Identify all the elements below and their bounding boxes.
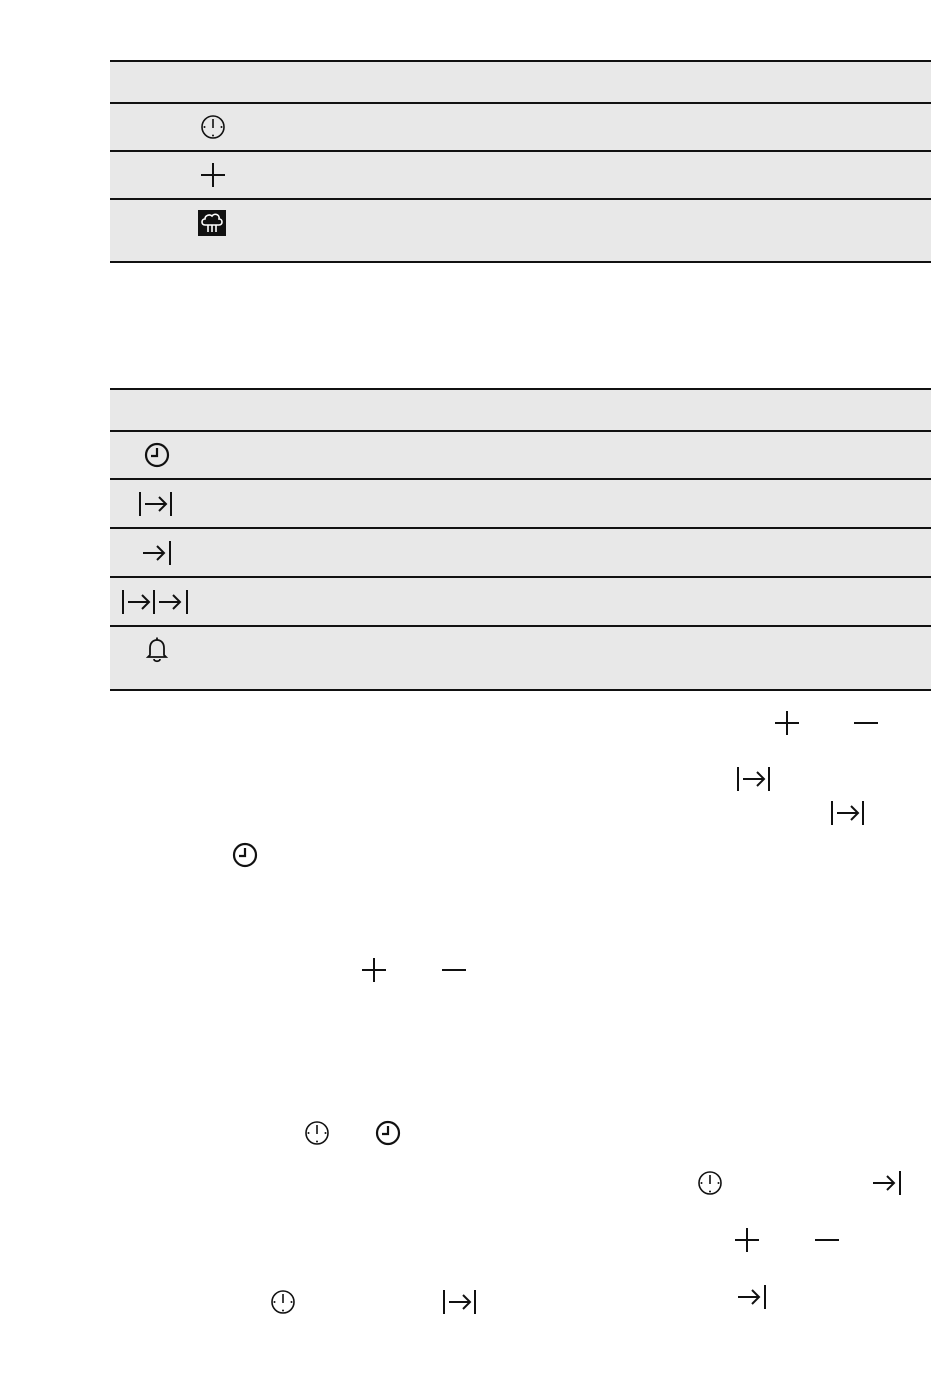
duration-icon <box>830 800 866 826</box>
duration-icon <box>442 1289 478 1315</box>
table-row <box>110 627 931 691</box>
end-time-icon <box>737 1284 767 1310</box>
clock-dotted-icon <box>200 114 226 140</box>
table-row <box>110 480 931 529</box>
plus-icon <box>200 162 226 188</box>
table-row <box>110 432 931 480</box>
time-delay-icon <box>121 589 191 615</box>
duration-icon <box>138 491 174 517</box>
clock-functions-table <box>110 388 931 691</box>
duration-icon <box>736 766 772 792</box>
clock-dotted-icon <box>304 1120 330 1146</box>
end-time-icon <box>872 1170 902 1196</box>
clock-dotted-icon <box>270 1289 296 1315</box>
bell-icon <box>146 637 168 663</box>
end-time-icon <box>142 540 172 566</box>
steam-icon <box>198 210 226 236</box>
table-header <box>110 388 931 432</box>
plus-icon <box>734 1227 760 1253</box>
minus-icon <box>853 710 879 736</box>
clock-icon <box>144 442 170 468</box>
plus-icon <box>774 710 800 736</box>
clock-dotted-icon <box>697 1170 723 1196</box>
clock-icon <box>232 842 258 868</box>
table-row <box>110 104 931 152</box>
minus-icon <box>441 957 467 983</box>
table-row <box>110 152 931 200</box>
table-row <box>110 529 931 578</box>
table-row <box>110 578 931 627</box>
table-header <box>110 60 931 104</box>
display-symbols-table <box>110 60 931 263</box>
plus-icon <box>361 957 387 983</box>
table-row <box>110 200 931 263</box>
minus-icon <box>814 1227 840 1253</box>
clock-icon <box>375 1120 401 1146</box>
